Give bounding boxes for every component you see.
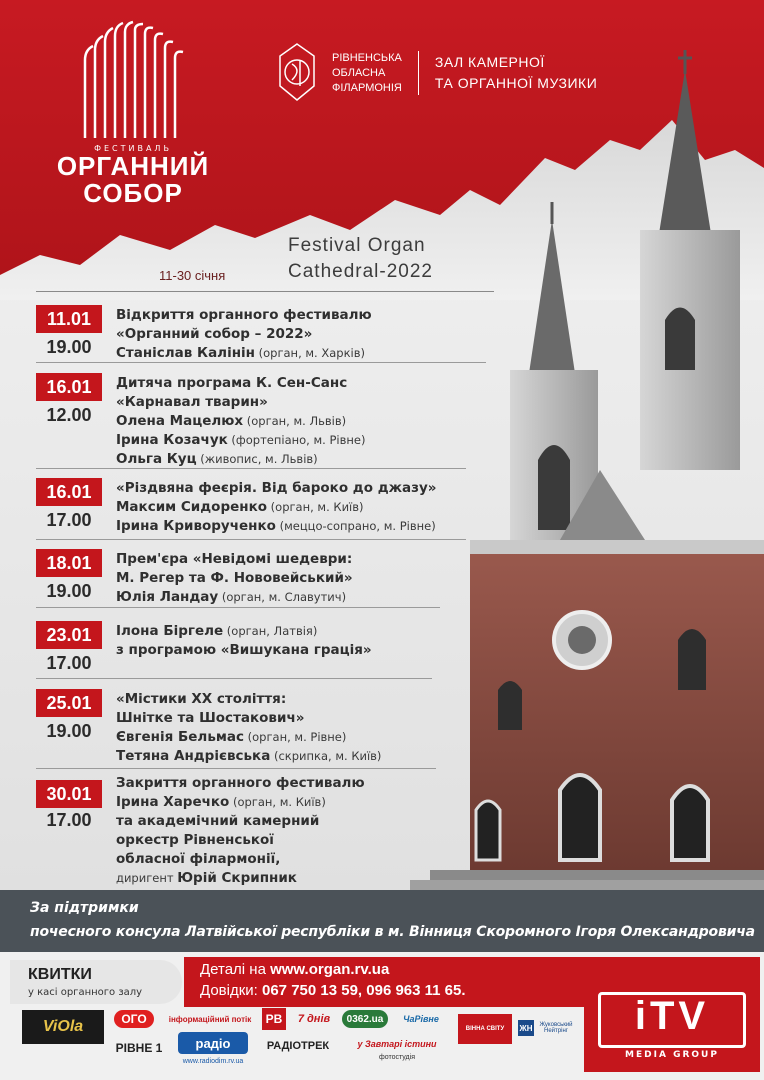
details-box: [184, 957, 584, 1007]
event-divider: [36, 768, 436, 769]
event-divider: [36, 468, 466, 469]
footer: [0, 952, 764, 1080]
event-line: Тетяна Андрієвська (скрипка, м. Київ): [116, 748, 382, 764]
cathedral-illustration: [410, 40, 764, 900]
event-time: 17.00: [46, 653, 92, 673]
event-line: Станіслав Калінін (орган, м. Харків): [116, 345, 365, 361]
philharmonic-line2: ОБЛАСНА: [332, 66, 386, 79]
website-link[interactable]: www.organ.rv.ua: [270, 961, 390, 978]
event-divider: [36, 678, 432, 679]
event-time: 17.00: [46, 510, 92, 530]
tickets-subtitle: у касі органного залу: [28, 987, 143, 998]
event-line: Ірина Козачук (фортепіано, м. Рівне): [116, 432, 366, 448]
dates-divider: [36, 291, 494, 292]
event-date: 30.01: [36, 780, 102, 808]
sponsor-charivne-logo: ЧаРівне: [403, 1014, 439, 1024]
event-line: та академічний камерний: [116, 813, 320, 829]
event-line: Максим Сидоренко (орган, м. Київ): [116, 499, 364, 515]
festival-dates: 11-30 січня: [159, 268, 226, 283]
philharmonic-line1: РІВНЕНСЬКА: [332, 51, 402, 64]
event-line: Відкриття органного фестивалю: [116, 307, 372, 323]
event-line: Шнітке та Шостакович»: [116, 710, 305, 726]
event-line: Ірина Криворученко (меццо-сопрано, м. Рівне): [116, 518, 436, 534]
festival-name-line1: ОРГАННИЙ: [56, 151, 210, 181]
itv-logo: [584, 957, 760, 1072]
event-line: Ілона Біргеле (орган, Латвія): [116, 623, 318, 639]
event-divider: [36, 362, 486, 363]
event-line: Євгенія Бельмас (орган, м. Рівне): [116, 729, 347, 745]
sponsor-radiotrek-logo: РАДІОТРЕК: [266, 1040, 330, 1052]
event-line: Ірина Харечко (орган, м. Київ): [116, 794, 326, 810]
event-date: 18.01: [36, 549, 102, 577]
sponsor-radio-site: www.radiodim.rv.ua: [182, 1057, 244, 1065]
event-date: 16.01: [36, 478, 102, 506]
event-date: 25.01: [36, 689, 102, 717]
event-line: обласної філармонії,: [116, 851, 281, 867]
support-line2: почесного консула Латвійської республіки в м. Вінниця Скоромного Ігоря Олександровича: [30, 924, 755, 940]
event-line: Ольга Куц (живопис, м. Львів): [116, 451, 318, 467]
festival-label: ФЕСТИВАЛЬ: [94, 144, 172, 153]
event-date: 11.01: [36, 305, 102, 333]
festival-en-line1: Festival Organ: [288, 235, 426, 256]
event-date: 23.01: [36, 621, 102, 649]
sponsor-viola-logo: ViOla: [22, 1010, 104, 1044]
support-band: [0, 890, 764, 952]
event-line: з програмою «Вишукана грація»: [116, 642, 372, 658]
sponsor-7dniv-logo: 7 днів: [297, 1013, 331, 1025]
sponsor-ogo-logo: ОГО: [114, 1010, 154, 1028]
event-line: «Містики ХХ століття:: [116, 691, 287, 707]
event-line: М. Регер та Ф. Нововейський»: [116, 570, 353, 586]
details-phones: Довідки: 067 750 13 59, 096 963 11 65.: [200, 982, 466, 999]
event-line: Закриття органного фестивалю: [116, 775, 365, 791]
itv-media-group: MEDIA GROUP: [625, 1050, 719, 1060]
festival-name-line2: СОБОР: [83, 178, 183, 208]
details-site: Деталі на www.organ.rv.ua: [200, 961, 390, 978]
tickets-title: КВИТКИ: [28, 966, 92, 983]
event-line: Прем'єра «Невідомі шедеври:: [116, 551, 353, 567]
hall-line2: ТА ОРГАННОЇ МУЗИКИ: [434, 75, 598, 91]
event-time: 17.00: [46, 810, 92, 830]
organ-pipes-icon: [73, 20, 193, 140]
sponsor-vinnytsia-logo: ВІННА СВІТУ: [458, 1014, 512, 1044]
philharmonic-emblem-icon: [272, 42, 322, 104]
event-line: Олена Мацелюх (орган, м. Львів): [116, 413, 347, 429]
hall-line1: ЗАЛ КАМЕРНОЇ: [434, 54, 545, 70]
event-time: 19.00: [46, 721, 92, 741]
event-line: оркестр Рівненської: [116, 832, 274, 848]
sponsor-zhn-logo: ЖН: [518, 1020, 534, 1036]
event-line: Дитяча програма К. Сен-Санс: [116, 375, 348, 391]
event-divider: [36, 607, 440, 608]
sponsor-info-potik-logo: інформаційний потік: [168, 1014, 252, 1024]
festival-logo: [48, 20, 218, 207]
sponsor-zhn-text: Жуковський Нейтрінг: [539, 1022, 573, 1034]
event-line: диригент Юрій Скрипник: [116, 870, 297, 886]
sponsor-0362-logo: 0362.ua: [342, 1010, 388, 1028]
event-time: 19.00: [46, 337, 92, 357]
sponsor-rivne1-logo: РІВНЕ 1: [115, 1041, 163, 1055]
event-date: 16.01: [36, 373, 102, 401]
event-time: 19.00: [46, 581, 92, 601]
itv-logo-text: iTV: [598, 992, 746, 1048]
sponsor-radio-logo: радіо: [178, 1032, 248, 1054]
tickets-box: [10, 960, 182, 1004]
event-divider: [36, 539, 466, 540]
sponsor-rv-logo: РВ: [262, 1008, 286, 1030]
event-line: Юлія Ландау (орган, м. Славутич): [116, 589, 347, 605]
event-line: «Різдвяна феєрія. Від бароко до джазу»: [116, 480, 437, 496]
sponsor-photo-label: фотостудія: [378, 1053, 415, 1061]
event-time: 12.00: [46, 405, 92, 425]
support-line1: За підтримки: [30, 900, 139, 916]
event-line: «Карнавал тварин»: [116, 394, 268, 410]
philharmonic-line3: ФІЛАРМОНІЯ: [332, 81, 402, 94]
sponsor-zavtra-logo: у Завтарі істини: [357, 1039, 437, 1049]
event-line: «Органний собор – 2022»: [116, 326, 313, 342]
festival-en-line2: Cathedral-2022: [288, 261, 433, 282]
